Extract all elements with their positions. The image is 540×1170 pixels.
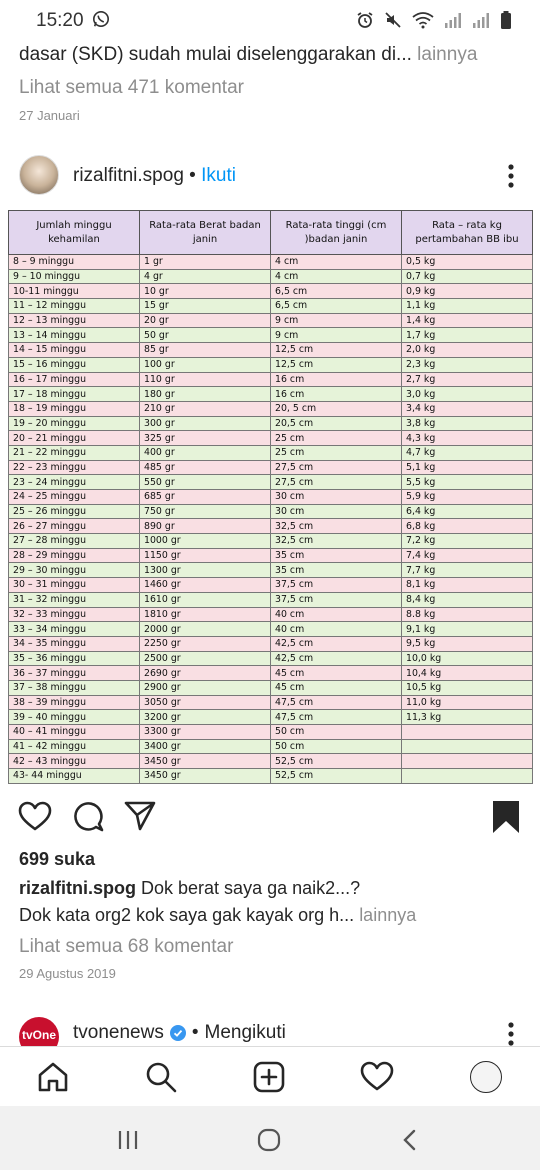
fetal-weight-cell: 685 gr: [140, 490, 271, 505]
table-row: [9, 563, 533, 578]
mother-weight-gain-cell: 10,4 kg: [402, 666, 533, 681]
column-header-fetal-length: Rata-rata tinggi (cm )badan janin: [271, 211, 402, 255]
fetal-length-cell: 16 cm: [271, 372, 402, 387]
table-row: [9, 651, 533, 666]
nav-search-button[interactable]: [143, 1059, 179, 1095]
fetal-length-cell: 30 cm: [271, 504, 402, 519]
column-header-weeks: Jumlah minggu kehamilan: [9, 211, 140, 255]
previous-caption-text: dasar (SKD) sudah mulai diselenggarakan di...: [19, 44, 412, 65]
weeks-cell: 32 – 33 minggu: [9, 607, 140, 622]
fetal-weight-cell: 2900 gr: [140, 680, 271, 695]
table-row: [9, 416, 533, 431]
status-icons: [356, 11, 512, 29]
table-row: [9, 769, 533, 784]
weeks-cell: 26 – 27 minggu: [9, 519, 140, 534]
fetal-length-cell: 42,5 cm: [271, 636, 402, 651]
back-system-button[interactable]: [396, 1126, 424, 1154]
fetal-weight-cell: 2250 gr: [140, 636, 271, 651]
fetal-weight-cell: 1000 gr: [140, 534, 271, 549]
post-actions: [0, 796, 540, 840]
table-header-row: [9, 211, 533, 255]
like-count[interactable]: 699 suka: [19, 849, 96, 869]
weeks-cell: 20 – 21 minggu: [9, 431, 140, 446]
fetal-length-cell: 37,5 cm: [271, 578, 402, 593]
fetal-length-cell: 35 cm: [271, 563, 402, 578]
post-caption-line2: [19, 905, 416, 926]
table-row: [9, 695, 533, 710]
weeks-cell: 27 – 28 minggu: [9, 534, 140, 549]
next-post-more-icon[interactable]: [508, 1022, 514, 1046]
follow-separator: •: [189, 165, 196, 186]
weeks-cell: 19 – 20 minggu: [9, 416, 140, 431]
table-row: [9, 343, 533, 358]
mother-weight-gain-cell: 9,1 kg: [402, 622, 533, 637]
fetal-length-cell: 35 cm: [271, 548, 402, 563]
fetal-length-cell: 20, 5 cm: [271, 401, 402, 416]
table-row: [9, 284, 533, 299]
mother-weight-gain-cell: 1,7 kg: [402, 328, 533, 343]
fetal-length-cell: 20,5 cm: [271, 416, 402, 431]
post-username[interactable]: rizalfitni.spog: [73, 165, 184, 186]
search-icon: [144, 1060, 178, 1094]
post-username-row: [73, 165, 236, 187]
view-comments-link[interactable]: Lihat semua 68 komentar: [19, 936, 234, 957]
weeks-cell: 8 – 9 minggu: [9, 255, 140, 270]
weeks-cell: 21 – 22 minggu: [9, 445, 140, 460]
fetal-length-cell: 50 cm: [271, 725, 402, 740]
fetal-weight-cell: 1810 gr: [140, 607, 271, 622]
nav-profile-button[interactable]: [468, 1059, 504, 1095]
mother-weight-gain-cell: 5,9 kg: [402, 490, 533, 505]
weeks-cell: 13 – 14 minggu: [9, 328, 140, 343]
table-row: [9, 387, 533, 402]
fetal-weight-cell: 1 gr: [140, 255, 271, 270]
table-row: [9, 255, 533, 270]
post-caption: [19, 878, 360, 899]
fetal-weight-cell: 750 gr: [140, 504, 271, 519]
mother-weight-gain-cell: 3,8 kg: [402, 416, 533, 431]
fetal-weight-cell: 3050 gr: [140, 695, 271, 710]
bottom-nav: [0, 1046, 540, 1106]
weeks-cell: 17 – 18 minggu: [9, 387, 140, 402]
mother-weight-gain-cell: 7,4 kg: [402, 548, 533, 563]
nav-home-button[interactable]: [35, 1059, 71, 1095]
nav-activity-button[interactable]: [359, 1059, 395, 1095]
mother-weight-gain-cell: 0,7 kg: [402, 269, 533, 284]
weeks-cell: 11 – 12 minggu: [9, 299, 140, 314]
table-row: [9, 401, 533, 416]
fetal-weight-cell: 2500 gr: [140, 651, 271, 666]
previous-post-caption: [19, 44, 477, 66]
fetal-weight-cell: 2000 gr: [140, 622, 271, 637]
weeks-cell: 23 – 24 minggu: [9, 475, 140, 490]
fetal-weight-cell: 550 gr: [140, 475, 271, 490]
table-row: [9, 504, 533, 519]
weeks-cell: 43- 44 minggu: [9, 769, 140, 784]
mother-weight-gain-cell: 5,1 kg: [402, 460, 533, 475]
table-row: [9, 269, 533, 284]
table-row: [9, 372, 533, 387]
fetal-length-cell: 25 cm: [271, 431, 402, 446]
table-row: [9, 548, 533, 563]
weeks-cell: 10-11 minggu: [9, 284, 140, 299]
fetal-weight-cell: 485 gr: [140, 460, 271, 475]
weeks-cell: 22 – 23 minggu: [9, 460, 140, 475]
fetal-weight-cell: 3450 gr: [140, 754, 271, 769]
fetal-length-cell: 25 cm: [271, 445, 402, 460]
fetal-length-cell: 30 cm: [271, 490, 402, 505]
battery-icon: [500, 11, 512, 29]
weeks-cell: 9 – 10 minggu: [9, 269, 140, 284]
fetal-weight-cell: 3300 gr: [140, 725, 271, 740]
fetal-length-cell: 9 cm: [271, 313, 402, 328]
fetal-weight-cell: 100 gr: [140, 357, 271, 372]
next-post-header: [0, 1012, 540, 1046]
bookmark-filled-icon[interactable]: [492, 800, 520, 834]
post-image[interactable]: [0, 204, 540, 792]
fetal-weight-cell: 85 gr: [140, 343, 271, 358]
table-row: [9, 519, 533, 534]
fetal-length-cell: 47,5 cm: [271, 695, 402, 710]
status-time: 15:20: [36, 10, 84, 31]
mother-weight-gain-cell: 4,7 kg: [402, 445, 533, 460]
mother-weight-gain-cell: 0,9 kg: [402, 284, 533, 299]
mother-weight-gain-cell: 1,1 kg: [402, 299, 533, 314]
next-post-username-row: [73, 1022, 286, 1044]
mother-weight-gain-cell: 10,0 kg: [402, 651, 533, 666]
fetal-length-cell: 45 cm: [271, 666, 402, 681]
fetal-length-cell: 52,5 cm: [271, 769, 402, 784]
fetal-weight-cell: 210 gr: [140, 401, 271, 416]
weeks-cell: 16 – 17 minggu: [9, 372, 140, 387]
home-circle-icon: [257, 1128, 281, 1152]
caption-text: Dok berat saya ga naik2...?: [141, 878, 361, 898]
table-row: [9, 313, 533, 328]
table-row: [9, 357, 533, 372]
nav-new-post-button[interactable]: [251, 1059, 287, 1095]
caption-text-line2: Dok kata org2 kok saya gak kayak org h...: [19, 905, 355, 925]
mother-weight-gain-cell: 11,3 kg: [402, 710, 533, 725]
fetal-weight-cell: 2690 gr: [140, 666, 271, 681]
table-row: [9, 328, 533, 343]
table-row: [9, 475, 533, 490]
mother-weight-gain-cell: 8,4 kg: [402, 592, 533, 607]
table-row: [9, 607, 533, 622]
status-bar: [0, 0, 540, 40]
whatsapp-notification-icon: [92, 10, 110, 28]
like-heart-icon[interactable]: [18, 800, 52, 834]
fetal-length-cell: 50 cm: [271, 739, 402, 754]
mother-weight-gain-cell: 2,3 kg: [402, 357, 533, 372]
weeks-cell: 33 – 34 minggu: [9, 622, 140, 637]
fetal-weight-cell: 3450 gr: [140, 769, 271, 784]
new-post-icon: [252, 1060, 286, 1094]
caption-username[interactable]: rizalfitni.spog: [19, 878, 136, 898]
table-row: [9, 622, 533, 637]
mother-weight-gain-cell: 3,4 kg: [402, 401, 533, 416]
weeks-cell: 15 – 16 minggu: [9, 357, 140, 372]
activity-heart-icon: [360, 1060, 394, 1094]
table-row: [9, 490, 533, 505]
tvone-logo-text: tvOne: [21, 1028, 56, 1042]
signal-icon-2: [472, 12, 490, 28]
fetal-weight-cell: 3200 gr: [140, 710, 271, 725]
previous-view-comments-link[interactable]: Lihat semua 471 komentar: [19, 77, 244, 98]
fetal-length-cell: 45 cm: [271, 680, 402, 695]
next-post-separator: •: [191, 1022, 199, 1043]
following-button[interactable]: Mengikuti: [204, 1022, 286, 1043]
mother-weight-gain-cell: 2,0 kg: [402, 343, 533, 358]
weeks-cell: 42 – 43 minggu: [9, 754, 140, 769]
alarm-icon: [356, 11, 374, 29]
fetal-length-cell: 32,5 cm: [271, 534, 402, 549]
weeks-cell: 28 – 29 minggu: [9, 548, 140, 563]
fetal-length-cell: 40 cm: [271, 622, 402, 637]
system-navigation-bar: [0, 1106, 540, 1170]
fetal-length-cell: 9 cm: [271, 328, 402, 343]
weeks-cell: 12 – 13 minggu: [9, 313, 140, 328]
weeks-cell: 34 – 35 minggu: [9, 636, 140, 651]
weeks-cell: 29 – 30 minggu: [9, 563, 140, 578]
fetal-length-cell: 27,5 cm: [271, 460, 402, 475]
fetal-length-cell: 12,5 cm: [271, 357, 402, 372]
table-row: [9, 725, 533, 740]
fetal-length-cell: 37,5 cm: [271, 592, 402, 607]
recent-apps-button[interactable]: [114, 1126, 142, 1154]
table-row: [9, 299, 533, 314]
signal-icon: [444, 12, 462, 28]
post-date: 29 Agustus 2019: [19, 966, 116, 981]
fetal-weight-cell: 110 gr: [140, 372, 271, 387]
fetal-weight-cell: 3400 gr: [140, 739, 271, 754]
mother-weight-gain-cell: 11,0 kg: [402, 695, 533, 710]
table-row: [9, 578, 533, 593]
mother-weight-gain-cell: [402, 725, 533, 740]
mother-weight-gain-cell: 7,2 kg: [402, 534, 533, 549]
weeks-cell: 30 – 31 minggu: [9, 578, 140, 593]
weeks-cell: 35 – 36 minggu: [9, 651, 140, 666]
fetal-length-cell: 6,5 cm: [271, 299, 402, 314]
mother-weight-gain-cell: [402, 754, 533, 769]
column-header-fetal-weight: Rata-rata Berat badan janin: [140, 211, 271, 255]
fetal-length-cell: 52,5 cm: [271, 754, 402, 769]
fetal-weight-cell: 400 gr: [140, 445, 271, 460]
weeks-cell: 38 – 39 minggu: [9, 695, 140, 710]
mother-weight-gain-cell: 0,5 kg: [402, 255, 533, 270]
fetal-weight-cell: 4 gr: [140, 269, 271, 284]
profile-avatar: [470, 1061, 502, 1093]
recent-apps-icon: [117, 1130, 139, 1150]
weeks-cell: 37 – 38 minggu: [9, 680, 140, 695]
fetal-length-cell: 6,5 cm: [271, 284, 402, 299]
fetal-weight-cell: 20 gr: [140, 313, 271, 328]
mother-weight-gain-cell: [402, 769, 533, 784]
weeks-cell: 25 – 26 minggu: [9, 504, 140, 519]
fetal-weight-cell: 890 gr: [140, 519, 271, 534]
mother-weight-gain-cell: 1,4 kg: [402, 313, 533, 328]
next-post-username[interactable]: tvonenews: [73, 1022, 164, 1043]
table-row: [9, 534, 533, 549]
weeks-cell: 40 – 41 minggu: [9, 725, 140, 740]
table-row: [9, 431, 533, 446]
fetal-length-cell: 4 cm: [271, 255, 402, 270]
fetal-length-cell: 4 cm: [271, 269, 402, 284]
mother-weight-gain-cell: 5,5 kg: [402, 475, 533, 490]
fetal-length-cell: 16 cm: [271, 387, 402, 402]
home-icon: [36, 1060, 70, 1094]
table-row: [9, 666, 533, 681]
weeks-cell: 24 – 25 minggu: [9, 490, 140, 505]
share-send-icon[interactable]: [124, 800, 156, 832]
previous-post-date: 27 Januari: [19, 108, 80, 123]
weeks-cell: 31 – 32 minggu: [9, 592, 140, 607]
follow-button[interactable]: Ikuti: [201, 165, 236, 186]
home-system-button[interactable]: [255, 1126, 283, 1154]
fetal-length-cell: 12,5 cm: [271, 343, 402, 358]
weeks-cell: 39 – 40 minggu: [9, 710, 140, 725]
fetal-length-cell: 42,5 cm: [271, 651, 402, 666]
back-chevron-icon: [400, 1129, 420, 1151]
fetal-weight-cell: 325 gr: [140, 431, 271, 446]
fetal-weight-cell: 180 gr: [140, 387, 271, 402]
mother-weight-gain-cell: 2,7 kg: [402, 372, 533, 387]
mother-weight-gain-cell: 9,5 kg: [402, 636, 533, 651]
mother-weight-gain-cell: 10,5 kg: [402, 680, 533, 695]
mother-weight-gain-cell: [402, 739, 533, 754]
fetal-length-cell: 27,5 cm: [271, 475, 402, 490]
fetal-length-cell: 40 cm: [271, 607, 402, 622]
table-row: [9, 445, 533, 460]
table-row: [9, 680, 533, 695]
weeks-cell: 18 – 19 minggu: [9, 401, 140, 416]
table-row: [9, 754, 533, 769]
mother-weight-gain-cell: 3,0 kg: [402, 387, 533, 402]
fetal-weight-cell: 15 gr: [140, 299, 271, 314]
fetal-weight-cell: 1150 gr: [140, 548, 271, 563]
table-row: [9, 710, 533, 725]
fetal-weight-cell: 50 gr: [140, 328, 271, 343]
mute-icon: [384, 11, 402, 29]
table-row: [9, 592, 533, 607]
fetal-weight-cell: 1300 gr: [140, 563, 271, 578]
table-row: [9, 460, 533, 475]
weeks-cell: 41 – 42 minggu: [9, 739, 140, 754]
table-row: [9, 739, 533, 754]
fetal-weight-cell: 1460 gr: [140, 578, 271, 593]
comment-bubble-icon[interactable]: [72, 800, 104, 832]
previous-caption-more-link[interactable]: lainnya: [417, 44, 478, 65]
verified-badge-icon: [170, 1025, 186, 1041]
mother-weight-gain-cell: 4,3 kg: [402, 431, 533, 446]
mother-weight-gain-cell: 6,4 kg: [402, 504, 533, 519]
fetal-weight-cell: 10 gr: [140, 284, 271, 299]
wifi-icon: [412, 11, 434, 29]
weeks-cell: 36 – 37 minggu: [9, 666, 140, 681]
next-post-avatar[interactable]: [19, 1017, 59, 1046]
avatar[interactable]: [19, 155, 59, 195]
fetal-growth-table: [8, 210, 533, 784]
post-header: [0, 148, 540, 204]
fetal-length-cell: 32,5 cm: [271, 519, 402, 534]
mother-weight-gain-cell: 6,8 kg: [402, 519, 533, 534]
column-header-mother-weight-gain: Rata – rata kg pertambahan BB ibu: [402, 211, 533, 255]
fetal-length-cell: 47,5 cm: [271, 710, 402, 725]
weeks-cell: 14 – 15 minggu: [9, 343, 140, 358]
mother-weight-gain-cell: 7,7 kg: [402, 563, 533, 578]
fetal-weight-cell: 300 gr: [140, 416, 271, 431]
mother-weight-gain-cell: 8,1 kg: [402, 578, 533, 593]
caption-more-link[interactable]: lainnya: [359, 905, 417, 925]
fetal-weight-cell: 1610 gr: [140, 592, 271, 607]
mother-weight-gain-cell: 8.8 kg: [402, 607, 533, 622]
table-row: [9, 636, 533, 651]
more-options-icon[interactable]: [508, 164, 514, 188]
